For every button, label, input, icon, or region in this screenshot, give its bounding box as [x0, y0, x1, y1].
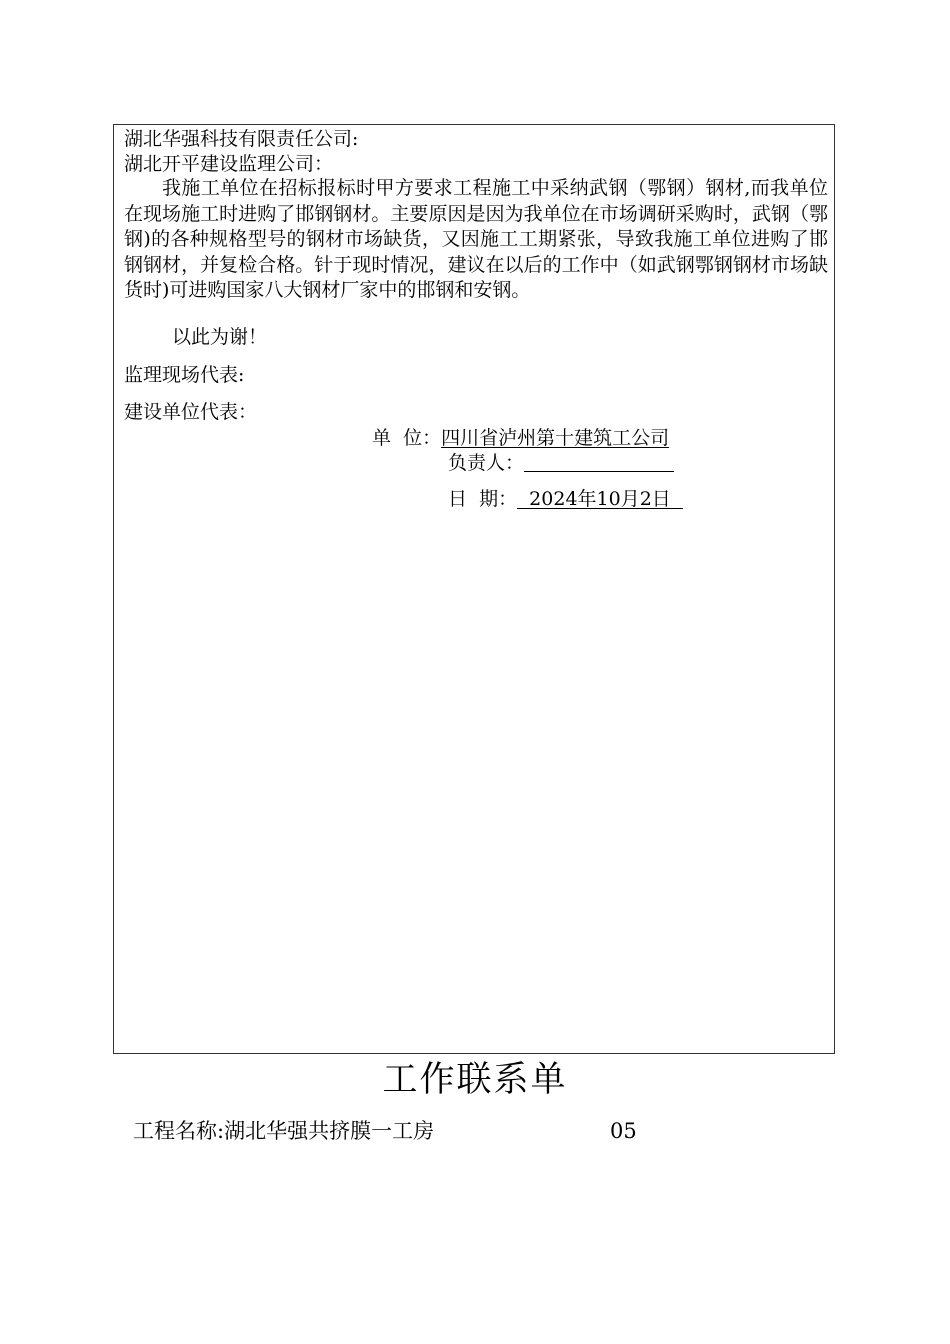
- owner-rep-label: 建设单位代表：: [124, 401, 258, 423]
- letter-closing: 以此为谢！: [172, 326, 268, 348]
- letter-body: 我施工单位在招标报标时甲方要求工程施工中采纳武钢（鄂钢）钢材,而我单位在现场施工时进购了邯钢钢材。主要原因是因为我单位在市场调研采购时，武钢（鄂钢)的各种规格型号的钢材市场缺货，又因施工工期紧张，导致我施工单位进购了邯钢钢材，并复检合格。针于现时情况，建议在以后的工作中（如武钢鄂钢钢材市场缺货时)可进购国家八大钢材厂家中的邯钢和安钢。: [124, 177, 828, 301]
- recipient-2: 湖北开平建设监理公司：: [124, 153, 334, 175]
- person-line: [448, 451, 674, 476]
- person-blank: [524, 451, 674, 472]
- date-label: 日 期：: [448, 488, 518, 510]
- form-title: 工作联系单: [382, 1060, 568, 1100]
- supervisor-rep-label: 监理现场代表:: [124, 364, 245, 386]
- date-value: 2024年10月2日: [517, 488, 683, 510]
- unit-value: 四川省泸州第十建筑工公司: [441, 427, 670, 449]
- form-number: 05: [610, 1119, 637, 1143]
- date-line: [448, 487, 683, 512]
- person-label: 负责人：: [448, 452, 525, 474]
- project-name: 工程名称:湖北华强共挤膜一工房: [133, 1119, 435, 1143]
- recipient-1: 湖北华强科技有限责任公司:: [124, 128, 359, 150]
- unit-label: 单 位：: [372, 427, 442, 449]
- letter-box: [113, 124, 835, 1054]
- unit-line: [372, 426, 669, 451]
